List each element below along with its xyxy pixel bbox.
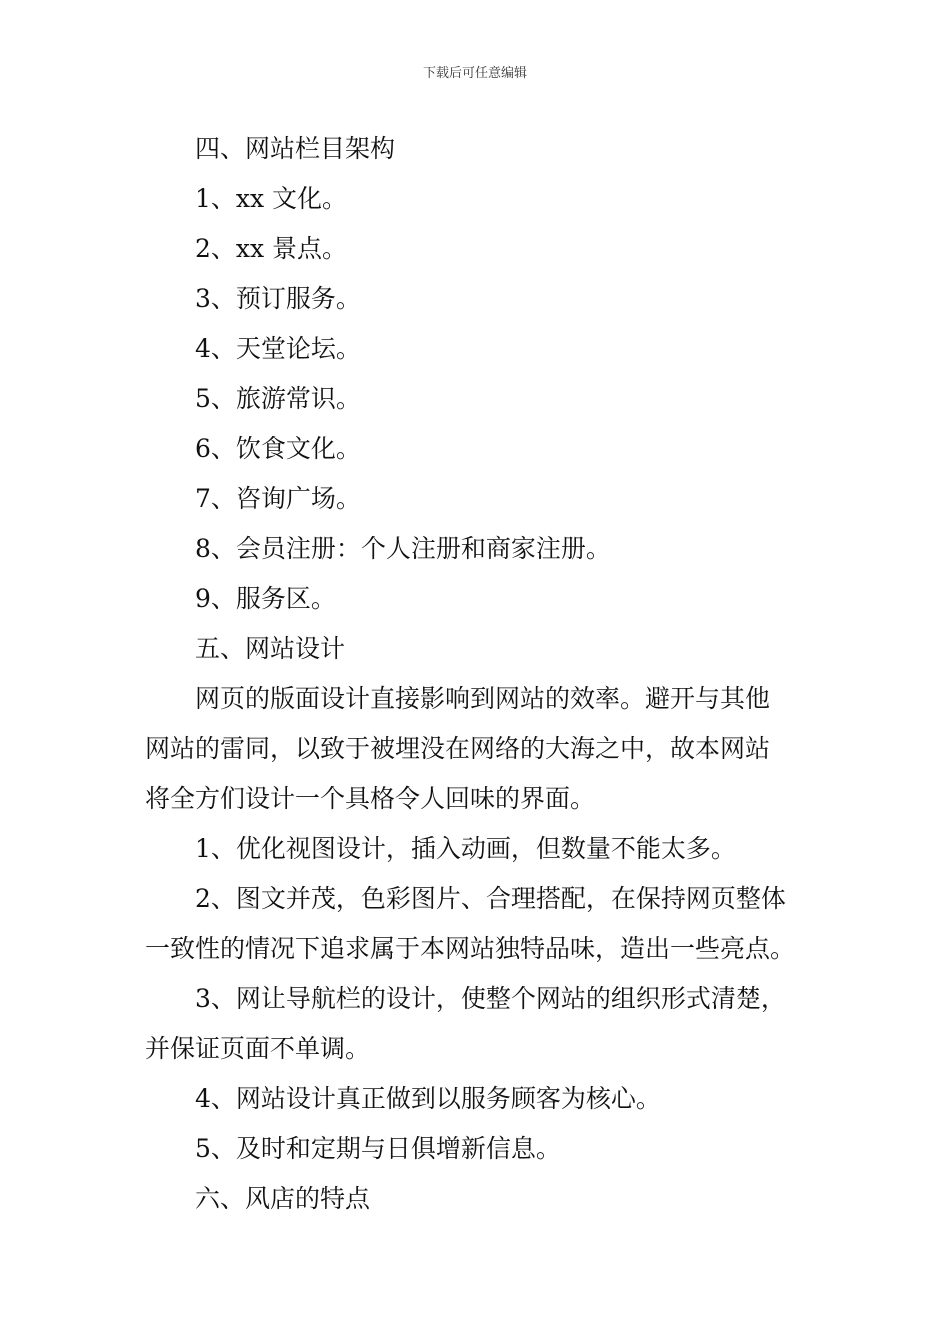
paragraph-line: 网站的雷同，以致于被埋没在网络的大海之中，故本网站 <box>145 734 771 763</box>
design-item-2: 2、图文并茂，色彩图片、合理搭配，在保持网页整体 <box>195 884 786 913</box>
page-header: 下载后可任意编辑 <box>422 66 527 81</box>
design-item-5: 5、及时和定期与日俱增新信息。 <box>195 1134 561 1163</box>
design-item-1: 1、优化视图设计，插入动画，但数量不能太多。 <box>195 834 736 863</box>
list-item-3: 3、预订服务。 <box>195 284 361 313</box>
list-item-8: 8、会员注册：个人注册和商家注册。 <box>195 534 611 563</box>
list-item-1: 1、xx 文化。 <box>195 184 348 213</box>
paragraph-line: 网页的版面设计直接影响到网站的效率。避开与其他 <box>195 684 771 713</box>
list-item-2: 2、xx 景点。 <box>195 234 348 263</box>
list-item-9: 9、服务区。 <box>195 584 336 613</box>
design-item-3: 3、网让导航栏的设计，使整个网站的组织形式清楚， <box>195 984 786 1013</box>
design-item-3-cont: 并保证页面不单调。 <box>145 1034 371 1063</box>
list-item-4: 4、天堂论坛。 <box>195 334 361 363</box>
list-item-6: 6、饮食文化。 <box>195 434 361 463</box>
section-heading-6: 六、风店的特点 <box>195 1184 371 1213</box>
list-item-7: 7、咨询广场。 <box>195 484 361 513</box>
document-body <box>145 124 810 1224</box>
section-heading-4: 四、网站栏目架构 <box>195 134 396 163</box>
design-item-4: 4、网站设计真正做到以服务顾客为核心。 <box>195 1084 661 1113</box>
design-item-2-cont: 一致性的情况下追求属于本网站独特品味，造出一些亮点。 <box>145 934 796 963</box>
paragraph-line: 将全方们设计一个具格令人回味的界面。 <box>145 784 596 813</box>
list-item-5: 5、旅游常识。 <box>195 384 361 413</box>
section-heading-5: 五、网站设计 <box>195 634 346 663</box>
